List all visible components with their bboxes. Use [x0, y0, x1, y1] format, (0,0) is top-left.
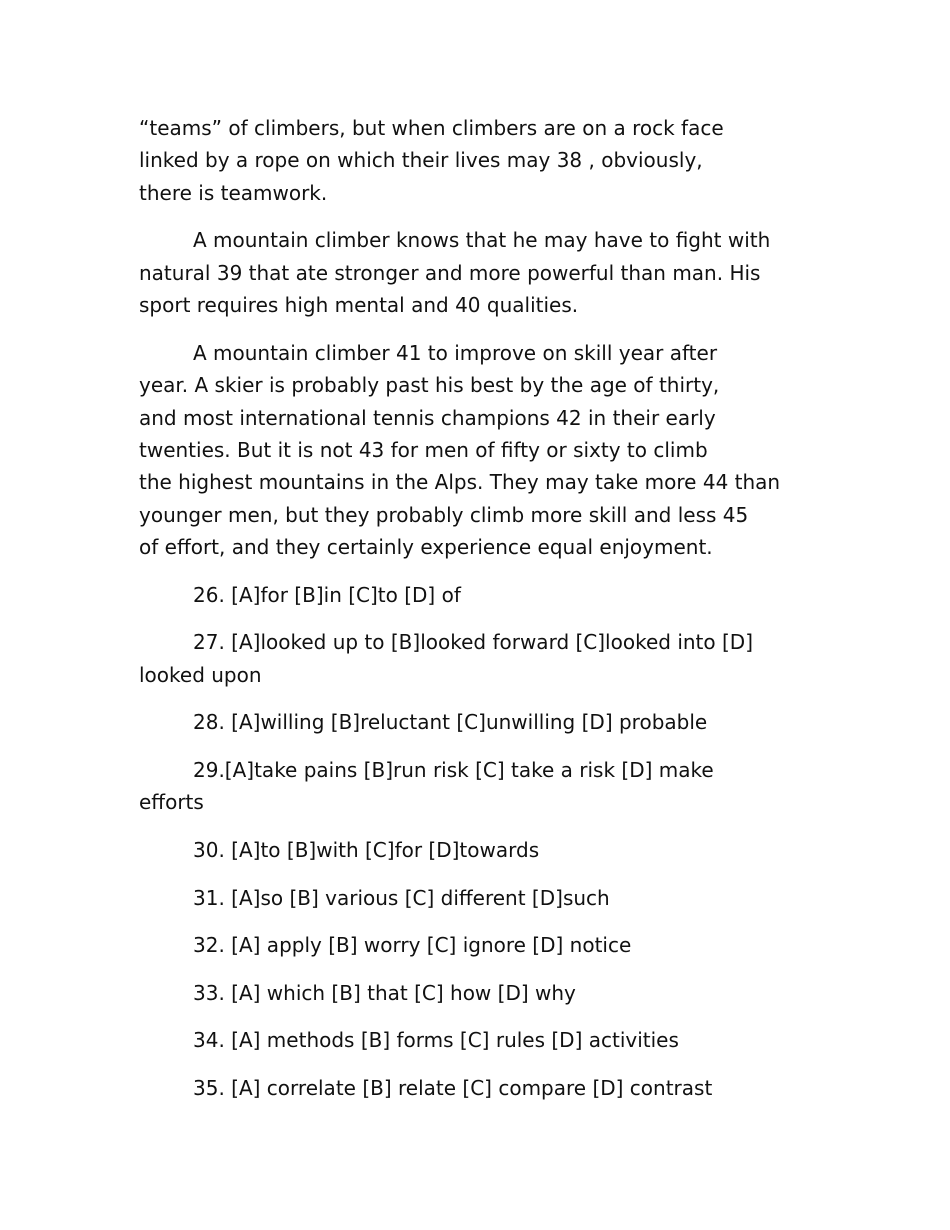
passage-paragraph-3: A mountain climber 41 to improve on skill year after year. A skier is probably past his best by the age of thirty, and most international tennis champions 42 in their early twenties. But it is not 43 for men of fifty or sixty to climb the highest mountains in the Alps. They may take more 44 than younger men, but they probably climb more skill and less 45 of effort, and they certainly experience equal enjoyment.	[139, 340, 781, 560]
question-34: 34. [A] methods [B] forms [C] rules [D] activities	[193, 1028, 679, 1053]
passage-paragraph-2: A mountain climber knows that he may have to fight with natural 39 that ate stronger and more powerful than man. His sport requires high mental and 40 qualities.	[139, 228, 771, 318]
question-26: 26. [A]for [B]in [C]to [D] of	[193, 582, 461, 607]
question-27: 27. [A]looked up to [B]looked forward [C]looked into [D] looked upon	[139, 630, 753, 687]
document-body	[139, 112, 829, 1120]
question-32: 32. [A] apply [B] worry [C] ignore [D] notice	[193, 933, 632, 958]
question-30: 30. [A]to [B]with [C]for [D]towards	[193, 838, 540, 863]
question-29: 29.[A]take pains [B]run risk [C] take a risk [D] make efforts	[139, 758, 714, 815]
question-33: 33. [A] which [B] that [C] how [D] why	[193, 980, 576, 1005]
question-31: 31. [A]so [B] various [C] different [D]such	[193, 885, 610, 910]
question-35: 35. [A] correlate [B] relate [C] compare [D] contrast	[193, 1076, 713, 1100]
passage-paragraph-1: “teams” of climbers, but when climbers are on a rock face linked by a rope on which their lives may 38 , obviously, there is teamwork.	[139, 116, 724, 205]
question-28: 28. [A]willing [B]reluctant [C]unwilling [D] probable	[193, 710, 708, 735]
